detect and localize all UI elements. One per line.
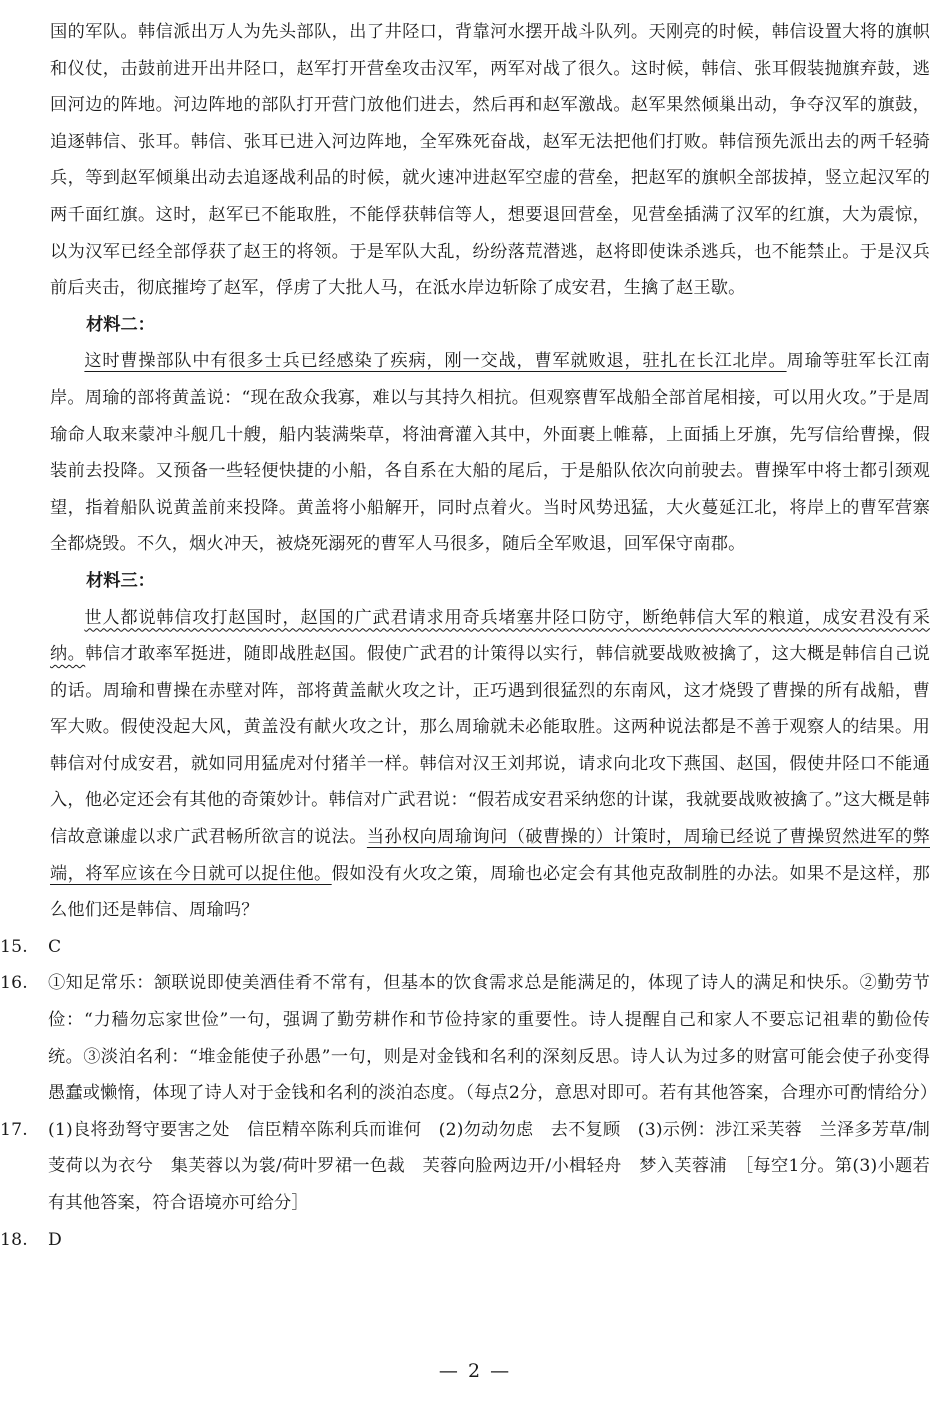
- material-2-heading: 材料二：: [86, 314, 155, 335]
- material-3-wavy-underlined-sentence: 世人都说韩信攻打赵国时，赵国的广武君请求用奇兵堵塞井陉口防守，断绝韩信大军的粮道，成安君没有采纳。: [50, 607, 930, 665]
- question-16-number: 16.: [0, 973, 28, 994]
- material-3-underlined-sentence: 当孙权向周瑜询问（破曹操的）计策时，周瑜已经说了曹操贸然进军的弊端，将军应该在今日就可以捉住他。: [50, 827, 930, 884]
- question-15: [0, 929, 930, 966]
- question-15-answer: C: [48, 936, 62, 957]
- material-3-closing-text: 假如没有火攻之策，周瑜也必定会有其他克敌制胜的办法。如果不是这样，那么他们还是韩信、周瑜吗？: [50, 863, 930, 921]
- question-17-number: 17.: [0, 1119, 28, 1140]
- question-18: [0, 1222, 930, 1259]
- question-18-answer: D: [48, 1229, 62, 1250]
- material-2-text: 周瑜等驻军长江南岸。周瑜的部将黄盖说：“现在敌众我寡，难以与其持久相抗。但观察曹军战船全部首尾相接，可以用火攻。”于是周瑜命人取来蒙冲斗舰几十艘，船内装满柴草，将油膏灌入其中，外面裹上帷幕，上面插上牙旗，先写信给曹操，假装前去投降。又预备一些轻便快捷的小船，各自系在大船的尾后，于是船队依次向前驶去。曹操军中将士都引颈观望，指着船队说黄盖前来投降。黄盖将小船解开，同时点着火。当时风势迅猛，大火蔓延江北，将岸上的曹军营寨全都烧毁。不久，烟火冲天，被烧死溺死的曹军人马很多，随后全军败退，回军保守南郡。: [50, 351, 930, 555]
- material-1-tail-paragraph: 国的军队。韩信派出万人为先头部队，出了井陉口，背靠河水摆开战斗队列。天刚亮的时候，韩信设置大将的旗帜和仪仗，击鼓前进开出井陉口，赵军打开营垒攻击汉军，两军对战了很久。这时候，韩信、张耳假装抛旗弃鼓，逃回河边的阵地。河边阵地的部队打开营门放他们进去，然后再和赵军激战。赵军果然倾巢出动，争夺汉军的旗鼓，追逐韩信、张耳。韩信、张耳已进入河边阵地，全军殊死奋战，赵军无法把他们打败。韩信预先派出去的两千轻骑兵，等到赵军倾巢出动去追逐战利品的时候，就火速冲进赵军空虚的营垒，把赵军的旗帜全部拔掉，竖立起汉军的两千面红旗。这时，赵军已不能取胜，不能俘获韩信等人，想要退回营垒，见营垒插满了汉军的红旗，大为震惊，以为汉军已经全部俘获了赵王的将领。于是军队大乱，纷纷落荒潜逃，赵将即使诛杀逃兵，也不能禁止。于是汉兵前后夹击，彻底摧垮了赵军，俘虏了大批人马，在泜水岸边斩除了成安君，生擒了赵王歇。: [50, 22, 930, 299]
- material-3-paragraph: [50, 600, 930, 929]
- question-16-answer: ①知足常乐：颔联说即使美酒佳肴不常有，但基本的饮食需求总是能满足的，体现了诗人的满足和快乐。②勤劳节俭：“力穑勿忘家世俭”一句，强调了勤劳耕作和节俭持家的重要性。诗人提醒自己和家人不要忘记祖辈的勤俭传统。③淡泊名利：“堆金能使子孙愚”一句，则是对金钱和名利的深刻反思。诗人认为过多的财富可能会使子孙变得愚蠢或懒惰，体现了诗人对于金钱和名利的淡泊态度。（每点2分，意思对即可。若有其他答案，合理亦可酌情给分）: [48, 973, 938, 1104]
- question-18-number: 18.: [0, 1229, 28, 1250]
- question-15-number: 15.: [0, 936, 28, 957]
- material-3-heading: 材料三：: [86, 570, 155, 591]
- question-17: [0, 1112, 930, 1222]
- material-3-text: 韩信才敢率军挺进，随即战胜赵国。假使广武君的计策得以实行，韩信就要战败被擒了，这大概是韩信自己说的话。周瑜和曹操在赤壁对阵，部将黄盖献火攻之计，正巧遇到很猛烈的东南风，这才烧毁了曹操的所有战船，曹军大败。假使没起大风，黄盖没有献火攻之计，那么周瑜就未必能取胜。这两种说法都是不善于观察人的结果。用韩信对付成安君，就如同用猛虎对付猪羊一样。韩信对汉王刘邦说，请求向北攻下燕国、赵国，假使井陉口不能通入，他必定还会有其他的奇策妙计。韩信对广武君说：“假若成安君采纳您的计谋，我就要战败被擒了。”这大概是韩信故意谦虚以求广武君畅所欲言的说法。: [50, 644, 930, 848]
- material-2-paragraph: [50, 343, 930, 563]
- material-2-underlined-sentence: 这时曹操部队中有很多士兵已经感染了疾病，刚一交战，曹军就败退，驻扎在长江北岸。: [84, 351, 787, 372]
- page-content: [0, 14, 938, 1258]
- question-16: [0, 965, 938, 1111]
- page-number: — 2 —: [438, 1360, 512, 1382]
- question-17-answer: (1)良将劲弩守要害之处 信臣精卒陈利兵而谁何 (2)勿动勿虑 去不复顾 (3)示例：涉江采芙蓉 兰泽多芳草/制芰荷以为衣兮 集芙蓉以为裳/荷叶罗裙一色裁 芙蓉向脸两边开/小楫轻舟 梦入芙蓉浦 ［每空1分。第(3)小题若有其他答案，符合语境亦可给分］: [48, 1119, 930, 1213]
